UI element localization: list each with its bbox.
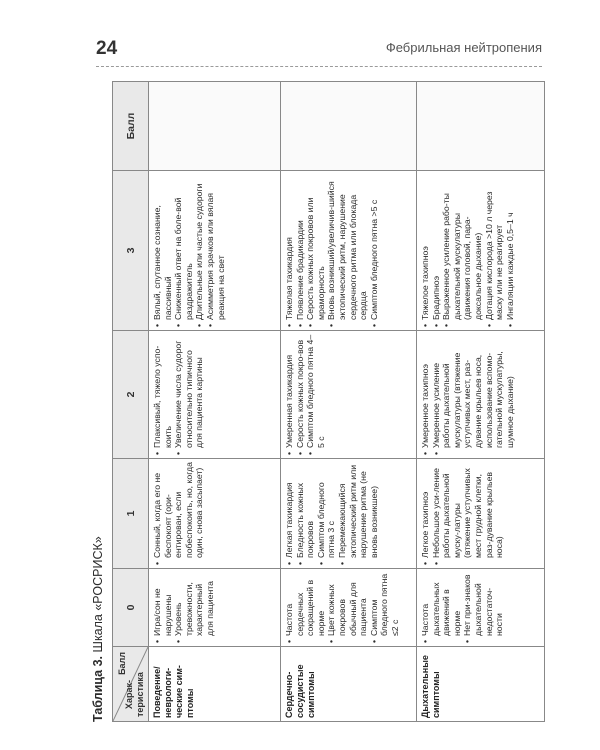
criteria-list xyxy=(420,462,505,565)
criteria-item: • Сниженный ответ на боле-вой раздражитель xyxy=(173,174,194,327)
criteria-item: • Ингаляции каждые 0,5–1 ч xyxy=(505,174,516,327)
criteria-list xyxy=(284,572,401,643)
criteria-item: • Частота сердечных сокращений в норме xyxy=(284,572,326,643)
criteria-item: • Серость кожных покро-вов xyxy=(295,334,306,455)
score-0-cell xyxy=(281,569,417,647)
criteria-item: • Тяжелое тахипноэ xyxy=(420,174,431,327)
score-3-cell xyxy=(281,171,417,331)
score-header-3: 3 xyxy=(113,171,149,331)
criteria-list xyxy=(420,572,505,643)
score-header-1: 1 xyxy=(113,459,149,569)
criteria-list xyxy=(284,174,379,327)
score-total-cell xyxy=(149,82,281,171)
table-caption xyxy=(88,536,108,722)
rotated-table-block xyxy=(88,82,544,722)
criteria-list xyxy=(152,174,226,327)
criteria-item: • Игра/сон не нарушены xyxy=(152,572,173,643)
criteria-item: • Умеренная тахикардия xyxy=(284,334,295,455)
criteria-item: • Нет при-знаков дыхательной недостаточ-ности xyxy=(462,572,504,643)
criteria-item: • Асимметрия зрачков или вялая реакция на свет xyxy=(205,174,226,327)
criteria-item: • Сонный, когда его не беспокоят (ори-ентирован, если побеспокоить, но, когда один, снова засыпает) xyxy=(152,462,205,565)
criteria-list xyxy=(152,572,216,643)
criteria-list xyxy=(152,334,205,455)
criteria-item: • Появление брадикардии xyxy=(295,174,306,327)
table-header-row xyxy=(113,82,149,722)
criteria-list xyxy=(284,334,326,455)
score-header-0: 0 xyxy=(113,569,149,647)
criteria-item: • Цвет кожных покровов обычный для пациента xyxy=(326,572,368,643)
criteria-item: • Тяжелая тахикардия xyxy=(284,174,295,327)
table-row xyxy=(149,82,281,722)
table-caption-title: Шкала «РОСРИСК» xyxy=(91,536,105,653)
score-0-cell xyxy=(417,569,545,647)
header-rule xyxy=(96,66,542,67)
score-1-cell xyxy=(417,459,545,569)
criteria-item: • Умеренное тахипноэ xyxy=(420,334,431,455)
criteria-list xyxy=(152,462,205,565)
table-row xyxy=(281,82,417,722)
table-row xyxy=(417,82,545,722)
score-3-cell xyxy=(417,171,545,331)
criteria-list xyxy=(420,174,515,327)
criteria-item: • Плаксивый, тяжело успо-коить xyxy=(152,334,173,455)
criteria-item: • Небольшое уси-ление работы дыхательной муску-латуры (втяжение уступчивых мест грудной клетки, раз-дувание крыльев носа) xyxy=(431,462,505,565)
criteria-item: • Серость кожных покровов или мраморность xyxy=(305,174,326,327)
score-total-cell xyxy=(281,82,417,171)
table-caption-label: Таблица 3. xyxy=(91,656,105,722)
table-corner-cell xyxy=(113,647,149,722)
criteria-item: • Длительные или частые судороги xyxy=(194,174,205,327)
criteria-item: • Частота дыхательных движений в норме xyxy=(420,572,462,643)
score-header-total: Балл xyxy=(113,82,149,171)
score-2-cell xyxy=(417,331,545,459)
rosrisk-table xyxy=(112,81,545,722)
criteria-item: • Перемежающийся эктопический ритм или нарушение ритма (не вновь возникшее) xyxy=(337,462,379,565)
score-3-cell xyxy=(149,171,281,331)
score-0-cell xyxy=(149,569,281,647)
row-feature-label: Поведение/ неврологи-ческие сим-птомы xyxy=(149,647,281,722)
score-header-2: 2 xyxy=(113,331,149,459)
criteria-item: • Умеренное усиление работы дыхательной мускулатуры (втяжение уступчивых мест, раз-дувание крыльев носа, использование вспомо-гательной мускулатуры, шумное дыхание) xyxy=(431,334,516,455)
score-2-cell xyxy=(149,331,281,459)
criteria-item: • Увеличение числа судорог относительно типичного для пациента картины xyxy=(173,334,205,455)
score-2-cell xyxy=(281,331,417,459)
criteria-item: • Легкая тахикардия xyxy=(284,462,295,565)
score-total-cell xyxy=(417,82,545,171)
criteria-item: • Вновь возникший/увеличив-шийся эктопический ритм, нарушение сердечного ритма или блокада сердца xyxy=(326,174,368,327)
corner-score-label: Балл xyxy=(117,652,127,675)
running-header: Фебрильная нейтропения xyxy=(385,40,542,55)
criteria-item: • Брадипноэ xyxy=(431,174,442,327)
criteria-item: • Симптом бледного пятна 4–5 с xyxy=(305,334,326,455)
row-feature-label: Сердечно-сосудистые симптомы xyxy=(281,647,417,722)
criteria-item: • Симптом бледного пятна >5 с xyxy=(369,174,380,327)
criteria-item: • Симптом бледного пятна 3 с xyxy=(316,462,337,565)
criteria-item: • Уровень тревожности, характерный для пациента xyxy=(173,572,215,643)
score-1-cell xyxy=(149,459,281,569)
criteria-item: • Вялый, спутанное сознание, пассивный xyxy=(152,174,173,327)
criteria-item: • Выраженное усиление рабо-ты дыхательной мускулатуры (движения головой, пара-доксальное дыхание) xyxy=(441,174,483,327)
criteria-list xyxy=(420,334,515,455)
criteria-item: • Легкое тахипноэ xyxy=(420,462,431,565)
criteria-item: • Бледность кожных покровов xyxy=(295,462,316,565)
corner-feature-label: Харак- теристика xyxy=(124,672,145,717)
criteria-list xyxy=(284,462,379,565)
row-feature-label: Дыхательные симптомы xyxy=(417,647,545,722)
page-number: 24 xyxy=(96,38,118,59)
criteria-item: • Симптом бледного пятна ≤2 с xyxy=(369,572,401,643)
score-1-cell xyxy=(281,459,417,569)
criteria-item: • Дотация кислорода >10 л через маску или не реагирует xyxy=(484,174,505,327)
